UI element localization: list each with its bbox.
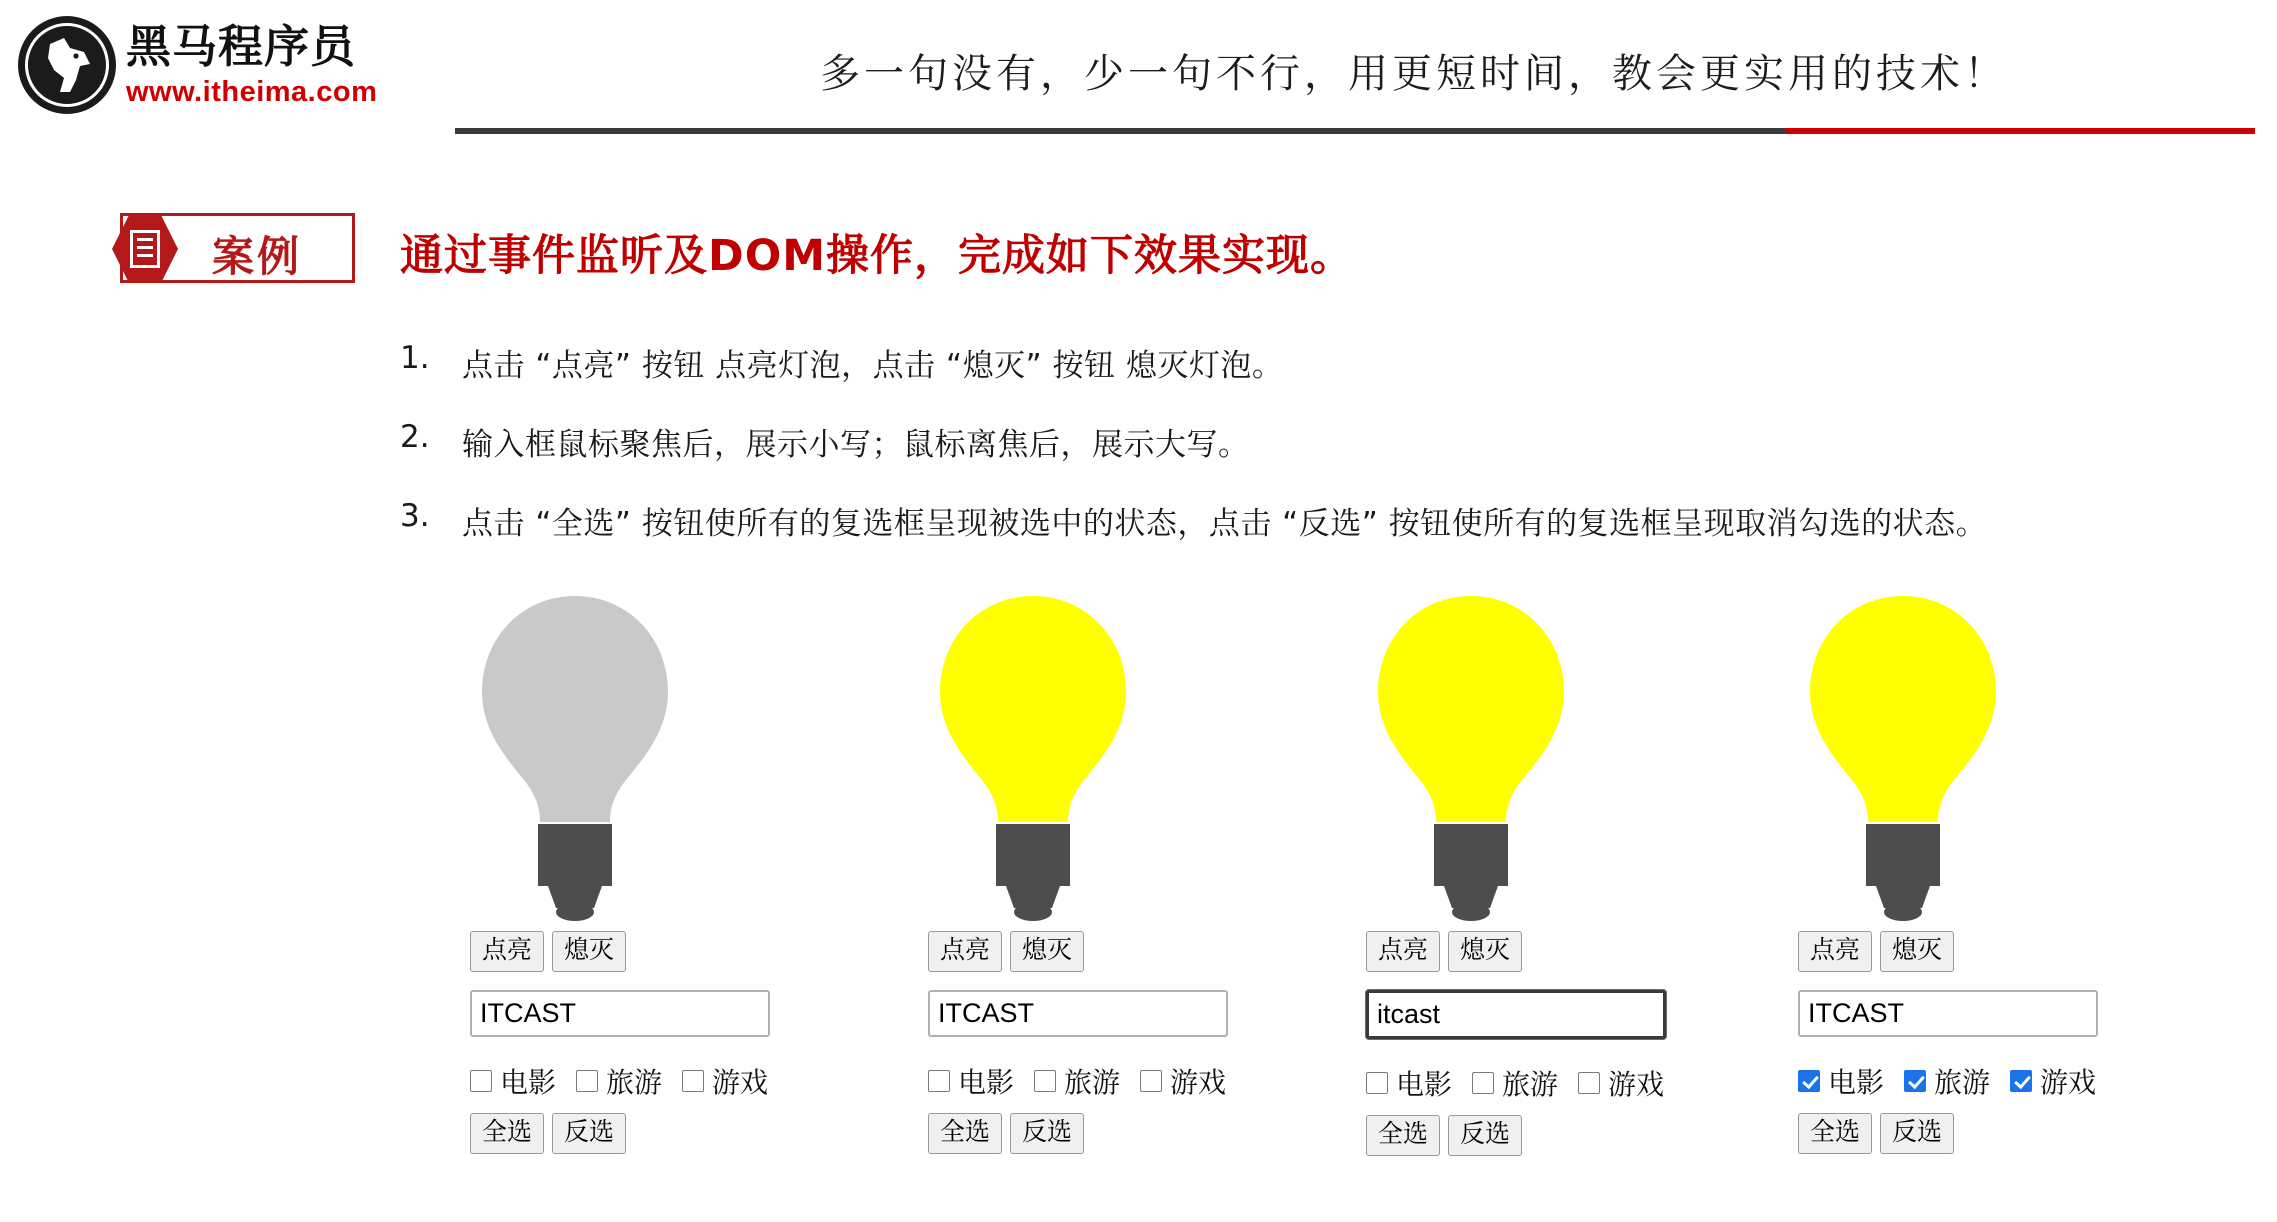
horse-head-icon [40,36,96,94]
checkbox-travel-label: 旅游 [1064,1065,1121,1099]
invert-selection-button[interactable]: 反选 [1448,1115,1522,1156]
demo-column-3 [1358,590,1676,1156]
checkbox-movie-label: 电影 [1396,1067,1453,1101]
brand-name-cn: 黑马程序员 [126,19,357,73]
checkbox-movie[interactable] [928,1061,1014,1101]
checkbox-movie-box[interactable] [1798,1070,1820,1092]
page-title: 通过事件监听及DOM操作，完成如下效果实现。 [400,231,1355,281]
invert-selection-button[interactable]: 反选 [1010,1113,1084,1154]
brand-logo [18,16,377,114]
selection-button-row [928,1113,1238,1154]
checkbox-game[interactable] [1578,1063,1664,1103]
checkbox-game-box[interactable] [1140,1070,1162,1092]
checkbox-movie-box[interactable] [928,1070,950,1092]
checkbox-row [1798,1061,2108,1101]
header-divider-accent [1785,128,2255,134]
checkbox-travel[interactable] [576,1061,662,1101]
text-input[interactable] [470,990,770,1037]
case-badge-label: 案例 [212,232,303,281]
bulb-button-row [1366,931,1676,972]
selection-button-row [1366,1115,1676,1156]
checkbox-game[interactable] [1140,1061,1226,1101]
checkbox-travel-label: 旅游 [606,1065,663,1099]
list-item-number: 1. [400,340,430,376]
checkbox-game-box[interactable] [1578,1072,1600,1094]
checkbox-movie[interactable] [470,1061,556,1101]
checkbox-game[interactable] [2010,1061,2096,1101]
turn-on-button[interactable]: 点亮 [470,931,544,972]
brand-url: www.itheima.com [126,75,378,108]
list-item [400,340,2200,385]
light-bulb-icon [1366,590,1576,925]
checkbox-game-label: 游戏 [1608,1067,1665,1101]
select-all-button[interactable]: 全选 [1366,1115,1440,1156]
list-item-text: 点击 “点亮” 按钮 点亮灯泡，点击 “熄灭” 按钮 熄灭灯泡。 [462,348,1284,384]
checkbox-movie-label: 电影 [1828,1065,1885,1099]
requirement-list [400,340,2200,577]
select-all-button[interactable]: 全选 [470,1113,544,1154]
checkbox-movie-box[interactable] [470,1070,492,1092]
checkbox-row [928,1061,1238,1101]
text-input[interactable] [1798,990,2098,1037]
checkbox-game-label: 游戏 [1170,1065,1227,1099]
turn-off-button[interactable]: 熄灭 [1448,931,1522,972]
checkbox-movie[interactable] [1366,1063,1452,1103]
header-slogan: 多一句没有，少一句不行，用更短时间，教会更实用的技术！ [820,51,2008,97]
turn-off-button[interactable]: 熄灭 [1010,931,1084,972]
list-item-text: 输入框鼠标聚焦后，展示小写；鼠标离焦后，展示大写。 [462,427,1250,463]
list-item [400,419,2200,464]
checkbox-travel-label: 旅游 [1934,1065,1991,1099]
checkbox-travel-box[interactable] [1034,1070,1056,1092]
text-input-focused[interactable] [1366,990,1666,1039]
checkbox-travel-box[interactable] [576,1070,598,1092]
bulb-button-row [470,931,780,972]
demo-strip [0,590,2277,1222]
list-item-number: 3. [400,498,430,534]
demo-column-2 [920,590,1238,1154]
demo-column-1 [462,590,780,1154]
bulb-button-row [928,931,1238,972]
list-item-text: 点击 “全选” 按钮使所有的复选框呈现被选中的状态，点击 “反选” 按钮使所有的复选框呈现取消勾选的状态。 [462,506,1988,542]
light-bulb-icon [470,590,680,925]
turn-off-button[interactable]: 熄灭 [1880,931,1954,972]
text-input[interactable] [928,990,1228,1037]
checkbox-row [1366,1063,1676,1103]
checkbox-travel-label: 旅游 [1502,1067,1559,1101]
checkbox-game-label: 游戏 [2040,1065,2097,1099]
select-all-button[interactable]: 全选 [1798,1113,1872,1154]
checkbox-travel-box[interactable] [1472,1072,1494,1094]
turn-on-button[interactable]: 点亮 [1366,931,1440,972]
turn-on-button[interactable]: 点亮 [1798,931,1872,972]
selection-button-row [1798,1113,2108,1154]
bulb-button-row [1798,931,2108,972]
selection-button-row [470,1113,780,1154]
light-bulb-icon [1798,590,2008,925]
checkbox-travel[interactable] [1904,1061,1990,1101]
checkbox-game-box[interactable] [2010,1070,2032,1092]
turn-on-button[interactable]: 点亮 [928,931,1002,972]
turn-off-button[interactable]: 熄灭 [552,931,626,972]
checkbox-movie-box[interactable] [1366,1072,1388,1094]
checkbox-game-label: 游戏 [712,1065,769,1099]
list-item [400,498,2200,543]
demo-column-4 [1790,590,2108,1154]
light-bulb-icon [928,590,1138,925]
checkbox-game-box[interactable] [682,1070,704,1092]
invert-selection-button[interactable]: 反选 [1880,1113,1954,1154]
invert-selection-button[interactable]: 反选 [552,1113,626,1154]
checkbox-travel-box[interactable] [1904,1070,1926,1092]
page-header [0,0,2277,150]
list-item-number: 2. [400,419,430,455]
checkbox-game[interactable] [682,1061,768,1101]
checkbox-movie[interactable] [1798,1061,1884,1101]
checkbox-row [470,1061,780,1101]
checkbox-movie-label: 电影 [500,1065,557,1099]
checkbox-travel[interactable] [1034,1061,1120,1101]
select-all-button[interactable]: 全选 [928,1113,1002,1154]
checkbox-travel[interactable] [1472,1063,1558,1103]
checkbox-movie-label: 电影 [958,1065,1015,1099]
horse-logo-icon [18,16,116,114]
